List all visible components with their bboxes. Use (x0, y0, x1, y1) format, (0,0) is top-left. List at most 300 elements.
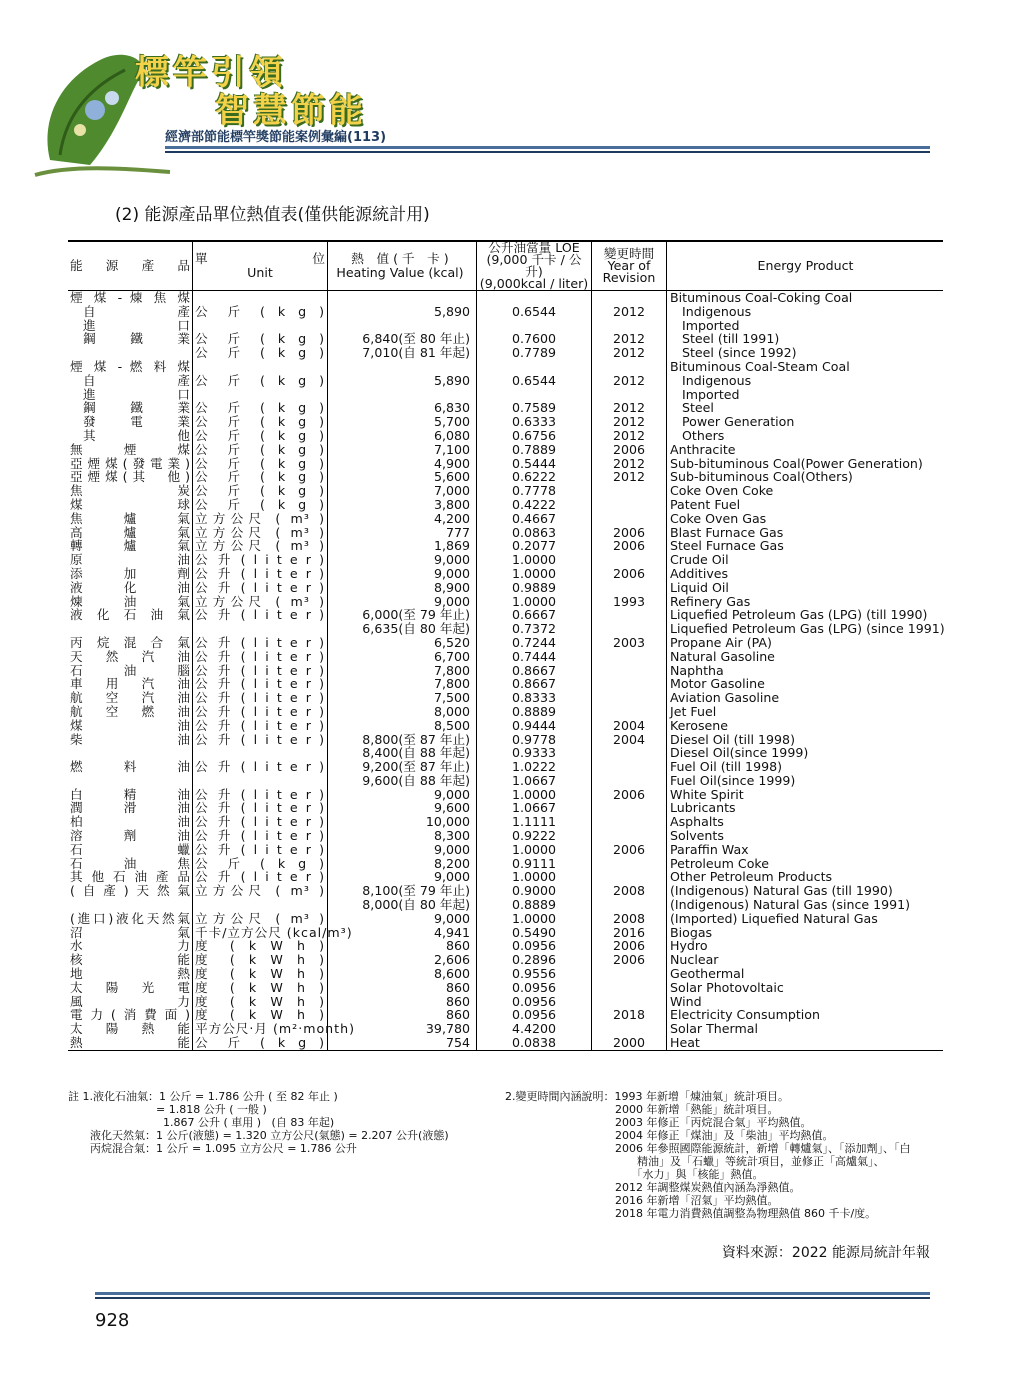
loe-cell (477, 388, 592, 402)
energy-product-cell: Heat (667, 1036, 944, 1050)
product-cell: 石 蠟 (68, 843, 193, 857)
table-row (68, 498, 943, 512)
loe-cell: 1.0222 (477, 760, 592, 774)
product-cell: 鋼 鐵 業 (68, 401, 193, 415)
unit-cell: 公 斤 ( k g ) (193, 415, 328, 429)
energy-product-cell: Diesel Oil(since 1999) (670, 745, 809, 761)
product-cell: 進 口 (68, 388, 193, 402)
energy-product-cell: Solar Thermal (670, 1021, 758, 1037)
heating-value-cell: 6,830 (328, 401, 477, 415)
product-cell: 亞煙煤(發電業) (68, 457, 193, 471)
year-cell: 2004 (592, 733, 667, 747)
product-cell: 焦 炭 (68, 484, 193, 498)
table-row (68, 733, 943, 747)
energy-product-cell: (Imported) Liquefied Natural Gas (670, 910, 878, 926)
product-cell: 自 產 (68, 374, 193, 388)
unit-cell: 公 升 ( l i t e r ) (193, 581, 328, 595)
year-cell: 2006 (592, 939, 667, 953)
year-cell (592, 870, 667, 884)
loe-cell: 1.0000 (477, 567, 592, 581)
unit-cell: 公 升 ( l i t e r ) (193, 608, 328, 622)
energy-product-cell: Kerosene (670, 717, 729, 733)
heating-value-cell: 3,800 (328, 498, 477, 512)
table-row (68, 815, 943, 829)
unit-cell: 公 斤 ( k g ) (193, 484, 328, 498)
unit-cell: 度 ( k W h ) (193, 981, 328, 995)
heating-value-cell: 9,000 (328, 870, 477, 884)
heating-value-cell: 6,000(至 79 年止) (328, 608, 477, 622)
unit-cell: 公 升 ( l i t e r ) (193, 719, 328, 733)
unit-cell: 公 升 ( l i t e r ) (193, 705, 328, 719)
footer-rule (95, 1292, 930, 1295)
year-cell (592, 815, 667, 829)
heating-value-cell: 7,010(自 81 年起) (328, 346, 477, 360)
product-cell: 高 爐 氣 (68, 526, 193, 540)
unit-cell: 公 斤 ( k g ) (193, 498, 328, 512)
loe-cell: 0.9889 (477, 581, 592, 595)
heating-value-cell (328, 360, 477, 374)
loe-cell: 0.0956 (477, 939, 592, 953)
year-cell (592, 622, 667, 636)
product-cell (68, 346, 193, 360)
heating-value-cell: 8,500 (328, 719, 477, 733)
heating-value-cell: 4,200 (328, 512, 477, 526)
energy-product-cell: Steel Furnace Gas (670, 538, 784, 554)
product-cell: 燃 料 油 (68, 760, 193, 774)
energy-product-cell: Diesel Oil (till 1998) (670, 731, 795, 747)
page-header (0, 0, 1024, 190)
heating-value-cell: 9,000 (328, 843, 477, 857)
notes-left: 註 1.液化石油氣：1 公斤 = 1.786 公升 ( 至 82 年止 ) = 1.818 公升 ( 一般 ) 1.867 公升 ( 車用 ) (自 83 年起) 液化天然氣：1 公斤(液態) = 1.320 立方公尺(氣態) = 2.207 公升(液態) 丙烷混合氣：1 公斤 = 1.095 立方公尺 = 1.786 公升 (68, 1090, 449, 1155)
table-row (68, 429, 943, 443)
year-cell (592, 484, 667, 498)
heating-value-cell: 9,000 (328, 567, 477, 581)
loe-cell: 0.0956 (477, 1008, 592, 1022)
unit-cell: 公 升 ( l i t e r ) (193, 567, 328, 581)
year-cell: 2006 (592, 567, 667, 581)
table-row (68, 953, 943, 967)
loe-cell: 4.4200 (477, 1022, 592, 1036)
heating-value-cell: 7,800 (328, 664, 477, 678)
year-cell: 2016 (592, 926, 667, 940)
product-cell: 無 煙 煤 (68, 443, 193, 457)
header-unit-en: Unit (247, 265, 273, 280)
energy-product-cell: Biogas (670, 924, 713, 940)
year-cell: 2006 (592, 788, 667, 802)
energy-product-cell: Steel (till 1991) (682, 331, 780, 347)
table-row (68, 774, 943, 788)
energy-product-cell: Refinery Gas (670, 593, 751, 609)
loe-cell: 0.7372 (477, 622, 592, 636)
loe-cell: 0.8333 (477, 691, 592, 705)
loe-cell: 0.4667 (477, 512, 592, 526)
loe-cell: 0.2896 (477, 953, 592, 967)
unit-cell (193, 291, 328, 305)
footer-rule-dark (95, 1297, 930, 1299)
loe-cell: 1.0667 (477, 801, 592, 815)
year-cell (592, 705, 667, 719)
table-row (68, 319, 943, 333)
loe-cell: 0.4222 (477, 498, 592, 512)
loe-cell: 0.0956 (477, 981, 592, 995)
loe-cell: 0.9000 (477, 884, 592, 898)
unit-cell: 公 升 ( l i t e r ) (193, 733, 328, 747)
loe-cell (477, 319, 592, 333)
year-cell: 2006 (592, 953, 667, 967)
heating-value-cell: 7,100 (328, 443, 477, 457)
loe-cell: 0.8889 (477, 705, 592, 719)
loe-cell: 0.9444 (477, 719, 592, 733)
product-cell: 亞煙煤(其 他) (68, 470, 193, 484)
table-row (68, 332, 943, 346)
year-cell (592, 760, 667, 774)
energy-product-cell: Electricity Consumption (670, 1007, 820, 1023)
header-unit (193, 241, 328, 291)
unit-cell: 公 斤 ( k g ) (193, 1036, 328, 1050)
unit-cell: 公 升 ( l i t e r ) (193, 815, 328, 829)
energy-product-cell: Naphtha (670, 662, 724, 678)
product-cell: 沼 氣 (68, 926, 193, 940)
unit-cell (193, 388, 328, 402)
loe-cell: 0.9111 (477, 857, 592, 871)
energy-product-cell: Liquefied Petroleum Gas (LPG) (till 1990) (670, 607, 928, 623)
heating-value-cell: 4,941 (328, 926, 477, 940)
table-row (68, 291, 943, 305)
loe-cell: 0.7589 (477, 401, 592, 415)
table-row (68, 443, 943, 457)
heating-value-cell (328, 319, 477, 333)
table-row (68, 388, 943, 402)
loe-cell: 0.6544 (477, 305, 592, 319)
product-cell: 航 空 燃 油 (68, 705, 193, 719)
year-cell: 2006 (592, 443, 667, 457)
product-cell: 焦 爐 氣 (68, 512, 193, 526)
table-row (68, 705, 943, 719)
heating-value-cell: 8,900 (328, 581, 477, 595)
product-cell: 轉 爐 氣 (68, 539, 193, 553)
loe-cell: 1.0000 (477, 595, 592, 609)
year-cell (592, 981, 667, 995)
heating-value-cell: 7,500 (328, 691, 477, 705)
product-cell: 其他石油產品 (68, 870, 193, 884)
unit-cell (193, 898, 328, 912)
product-cell: 其 他 (68, 429, 193, 443)
year-cell: 2006 (592, 843, 667, 857)
table-row (68, 526, 943, 540)
table-row (68, 801, 943, 815)
year-cell: 2004 (592, 719, 667, 733)
year-cell (592, 857, 667, 871)
energy-product-cell: Blast Furnace Gas (670, 524, 784, 540)
loe-cell: 1.0000 (477, 912, 592, 926)
heating-value-cell: 6,700 (328, 650, 477, 664)
product-cell (68, 898, 193, 912)
product-cell: 航 空 汽 油 (68, 691, 193, 705)
table-row (68, 1036, 943, 1050)
energy-product-cell: Liquid Oil (670, 579, 729, 595)
year-cell (592, 608, 667, 622)
year-cell (592, 801, 667, 815)
year-cell: 2012 (592, 305, 667, 319)
product-cell: 煙 煤 - 燃 料 煤 (68, 360, 193, 374)
energy-product-cell: Additives (670, 565, 729, 581)
unit-cell: 度 ( k W h ) (193, 995, 328, 1009)
energy-product-cell: Crude Oil (670, 552, 729, 568)
year-cell (592, 746, 667, 760)
loe-cell: 1.1111 (477, 815, 592, 829)
heating-value-cell: 9,000 (328, 595, 477, 609)
heating-value-cell: 860 (328, 1008, 477, 1022)
table-row (68, 636, 943, 650)
section-title: (2) 能源產品單位熱值表(僅供能源統計用) (115, 205, 430, 225)
energy-product-cell: Sub-bituminous Coal(Others) (670, 469, 853, 485)
energy-product-cell: Other Petroleum Products (670, 869, 833, 885)
heating-value-cell: 7,000 (328, 484, 477, 498)
loe-cell: 0.5444 (477, 457, 592, 471)
energy-product-cell: Solar Photovoltaic (670, 979, 784, 995)
heating-value-cell: 5,700 (328, 415, 477, 429)
energy-product-cell: Bituminous Coal-Steam Coal (670, 358, 850, 374)
unit-cell: 平方公尺‧月 (m²‧month) (193, 1022, 328, 1036)
loe-cell: 1.0000 (477, 870, 592, 884)
energy-product-cell: Patent Fuel (670, 496, 741, 512)
loe-cell: 0.2077 (477, 539, 592, 553)
table-header-row (68, 241, 943, 291)
unit-cell: 公 斤 ( k g ) (193, 443, 328, 457)
loe-cell: 0.7600 (477, 332, 592, 346)
table-body (68, 291, 943, 1051)
year-cell (592, 498, 667, 512)
unit-cell: 立方公尺 ( m³ ) (193, 526, 328, 540)
heating-value-cell: 8,000(自 80 年起) (328, 898, 477, 912)
energy-product-cell: Steel (since 1992) (682, 345, 797, 361)
loe-cell: 0.6222 (477, 470, 592, 484)
table-row (68, 857, 943, 871)
product-cell: 煤 球 (68, 498, 193, 512)
table-row (68, 788, 943, 802)
table-row (68, 677, 943, 691)
product-cell: 進 口 (68, 319, 193, 333)
loe-cell: 0.9778 (477, 733, 592, 747)
energy-product-cell: Coke Oven Coke (670, 483, 774, 499)
banner-title-line2: 智慧節能 (215, 91, 367, 131)
table-row (68, 746, 943, 760)
page-number: 928 (95, 1310, 130, 1331)
heating-value-cell: 2,606 (328, 953, 477, 967)
product-cell: 潤 滑 油 (68, 801, 193, 815)
year-cell: 2012 (592, 429, 667, 443)
unit-cell: 度 ( k W h ) (193, 939, 328, 953)
banner-title-line1: 標竿引領 (135, 53, 287, 93)
product-cell: 添 加 劑 (68, 567, 193, 581)
table-row (68, 374, 943, 388)
energy-product-cell: Hydro (670, 938, 708, 954)
unit-cell (193, 622, 328, 636)
heating-value-cell: 754 (328, 1036, 477, 1050)
heating-value-cell (328, 388, 477, 402)
product-cell: 發 電 業 (68, 415, 193, 429)
heating-value-cell: 860 (328, 981, 477, 995)
unit-cell: 公 斤 ( k g ) (193, 332, 328, 346)
unit-cell: 公 斤 ( k g ) (193, 457, 328, 471)
loe-cell: 1.0000 (477, 843, 592, 857)
energy-product-cell: Asphalts (670, 814, 724, 830)
heating-value-cell: 8,800(至 87 年止) (328, 733, 477, 747)
loe-cell: 0.8667 (477, 677, 592, 691)
loe-cell: 0.6756 (477, 429, 592, 443)
product-cell: (進口)液化天然氣 (68, 912, 193, 926)
product-cell: 風 力 (68, 995, 193, 1009)
year-cell (592, 388, 667, 402)
energy-product-cell: Bituminous Coal-Coking Coal (670, 290, 853, 305)
table-row (68, 967, 943, 981)
year-cell: 2000 (592, 1036, 667, 1050)
energy-product-cell: Fuel Oil (till 1998) (670, 759, 783, 775)
unit-cell: 公 升 ( l i t e r ) (193, 870, 328, 884)
table-row (68, 512, 943, 526)
table-row (68, 981, 943, 995)
table-row (68, 898, 943, 912)
header-unit-zh: 單 位 (195, 251, 325, 267)
unit-cell: 公 斤 ( k g ) (193, 429, 328, 443)
energy-product-cell: Indigenous (682, 303, 752, 319)
year-cell: 2012 (592, 470, 667, 484)
heating-value-cell (328, 291, 477, 305)
header-loe: 公升油當量 LOE (9,000 千卡 / 公升) (9,000kcal / liter) (477, 241, 592, 291)
loe-cell: 0.0863 (477, 526, 592, 540)
year-cell: 2012 (592, 374, 667, 388)
heating-value-cell: 860 (328, 939, 477, 953)
product-cell: 溶 劑 油 (68, 829, 193, 843)
unit-cell: 立方公尺 ( m³ ) (193, 912, 328, 926)
loe-cell: 0.7244 (477, 636, 592, 650)
data-source: 資料來源：2022 能源局統計年報 (721, 1245, 930, 1261)
unit-cell: 公 斤 ( k g ) (193, 401, 328, 415)
product-cell (68, 774, 193, 788)
unit-cell: 公 升 ( l i t e r ) (193, 677, 328, 691)
product-cell: 原 油 (68, 553, 193, 567)
energy-product-cell: Steel (682, 400, 714, 416)
header-energy-product: Energy Product (667, 241, 944, 291)
heating-value-cell: 7,800 (328, 677, 477, 691)
heating-value-cell: 860 (328, 995, 477, 1009)
energy-product-cell: Fuel Oil(since 1999) (670, 772, 796, 788)
heating-value-table (68, 240, 943, 1051)
energy-product-cell: Sub-bituminous Coal(Power Generation) (670, 455, 923, 471)
energy-product-cell: Paraffin Wax (670, 841, 749, 857)
loe-cell: 0.6544 (477, 374, 592, 388)
table-row (68, 664, 943, 678)
energy-product-cell: Imported (682, 386, 740, 402)
year-cell (592, 319, 667, 333)
year-cell (592, 967, 667, 981)
energy-product-cell: Liquefied Petroleum Gas (LPG) (since 1991) (670, 621, 945, 637)
energy-product-cell: (Indigenous) Natural Gas (since 1991) (670, 897, 911, 913)
loe-cell: 0.6333 (477, 415, 592, 429)
year-cell: 2012 (592, 457, 667, 471)
unit-cell: 公 斤 ( k g ) (193, 346, 328, 360)
product-cell: 自 產 (68, 305, 193, 319)
unit-cell: 立方公尺 ( m³ ) (193, 595, 328, 609)
loe-cell: 0.7444 (477, 650, 592, 664)
unit-cell: 公 斤 ( k g ) (193, 305, 328, 319)
product-cell: 核 能 (68, 953, 193, 967)
heating-value-cell: 5,600 (328, 470, 477, 484)
heating-value-cell: 5,890 (328, 305, 477, 319)
energy-product-cell: Indigenous (682, 372, 752, 388)
year-cell (592, 677, 667, 691)
unit-cell: 公 升 ( l i t e r ) (193, 801, 328, 815)
table-row (68, 553, 943, 567)
year-cell (592, 553, 667, 567)
energy-product-cell: Petroleum Coke (670, 855, 770, 871)
product-cell: 天 然 汽 油 (68, 650, 193, 664)
table-row (68, 622, 943, 636)
year-cell (592, 1022, 667, 1036)
loe-cell: 0.7778 (477, 484, 592, 498)
energy-product-cell: Natural Gasoline (670, 648, 775, 664)
table-row (68, 581, 943, 595)
energy-product-cell: Propane Air (PA) (670, 634, 772, 650)
year-cell (592, 650, 667, 664)
table-row (68, 691, 943, 705)
unit-cell: 公 斤 ( k g ) (193, 374, 328, 388)
product-cell: 液 化 油 (68, 581, 193, 595)
header-rule-dark (165, 151, 930, 153)
product-cell: 煙 煤 - 煉 焦 煤 (68, 291, 193, 305)
year-cell: 2008 (592, 884, 667, 898)
heating-value-cell: 8,200 (328, 857, 477, 871)
product-cell: (自產)天然氣 (68, 884, 193, 898)
year-cell (592, 898, 667, 912)
energy-product-cell: Power Generation (682, 414, 795, 430)
table-row (68, 608, 943, 622)
unit-cell: 公 升 ( l i t e r ) (193, 760, 328, 774)
product-cell: 熱 能 (68, 1036, 193, 1050)
table-row (68, 1008, 943, 1022)
year-cell (592, 691, 667, 705)
heating-value-cell: 39,780 (328, 1022, 477, 1036)
heating-value-cell: 5,890 (328, 374, 477, 388)
product-cell (68, 622, 193, 636)
unit-cell: 度 ( k W h ) (193, 1008, 328, 1022)
product-cell: 煤 油 (68, 719, 193, 733)
product-cell: 地 熱 (68, 967, 193, 981)
year-cell (592, 829, 667, 843)
year-cell (592, 995, 667, 1009)
header-rule (165, 146, 930, 149)
heating-value-cell: 8,300 (328, 829, 477, 843)
energy-product-cell: Geothermal (670, 966, 745, 982)
energy-product-cell: White Spirit (670, 786, 744, 802)
heating-value-cell: 8,000 (328, 705, 477, 719)
banner-subtitle: 經濟部節能標竿獎節能案例彙編(113) (165, 130, 387, 145)
loe-cell: 0.9333 (477, 746, 592, 760)
heating-value-cell: 10,000 (328, 815, 477, 829)
heating-value-cell: 8,600 (328, 967, 477, 981)
loe-cell: 1.0667 (477, 774, 592, 788)
year-cell: 2018 (592, 1008, 667, 1022)
loe-cell: 0.7889 (477, 443, 592, 457)
product-cell: 鋼 鐵 業 (68, 332, 193, 346)
unit-cell: 立方公尺 ( m³ ) (193, 539, 328, 553)
unit-cell: 公 斤 ( k g ) (193, 857, 328, 871)
table-row (68, 870, 943, 884)
unit-cell: 公 升 ( l i t e r ) (193, 636, 328, 650)
unit-cell: 公 升 ( l i t e r ) (193, 691, 328, 705)
header-product: 能 源 產 品 (68, 241, 193, 291)
unit-cell: 公 升 ( l i t e r ) (193, 664, 328, 678)
